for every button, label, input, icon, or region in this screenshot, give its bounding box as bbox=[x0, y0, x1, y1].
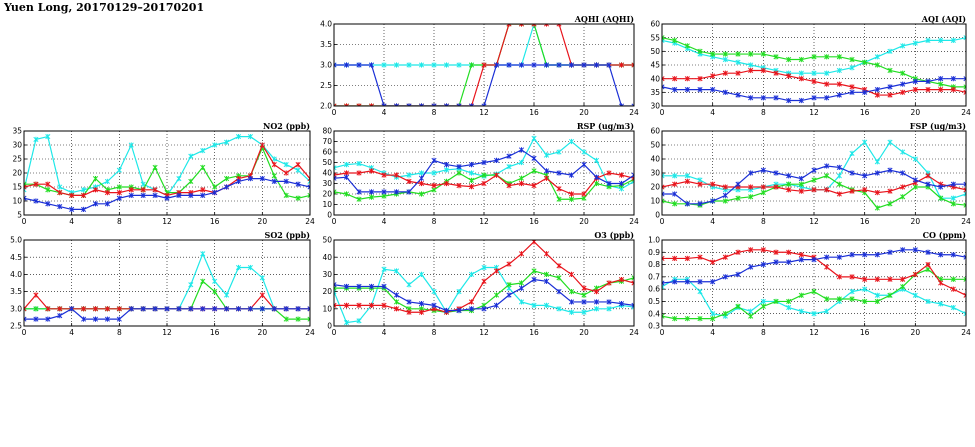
x-tick-label: 8 bbox=[431, 108, 437, 117]
y-tick-label: 30 bbox=[322, 179, 332, 189]
chart-title: O3 (ppb) bbox=[594, 230, 634, 240]
o3-svg bbox=[310, 230, 640, 338]
data-point bbox=[900, 149, 904, 154]
data-point bbox=[272, 173, 276, 178]
data-point bbox=[272, 162, 276, 167]
x-tick-label: 24 bbox=[305, 217, 315, 226]
y-tick-label: 0.4 bbox=[648, 309, 660, 319]
data-point bbox=[594, 158, 598, 163]
y-tick-label: 0 bbox=[655, 210, 660, 220]
y-tick-label: 50 bbox=[650, 46, 660, 56]
y-tick-label: 30 bbox=[322, 270, 332, 279]
y-tick-label: 0.7 bbox=[648, 272, 660, 282]
so2-chart bbox=[0, 230, 316, 338]
y-tick-label: 5 bbox=[17, 210, 22, 220]
x-tick-label: 8 bbox=[760, 217, 766, 226]
data-point bbox=[582, 149, 586, 154]
data-point bbox=[519, 251, 523, 256]
data-point bbox=[507, 261, 511, 266]
data-point bbox=[698, 289, 702, 294]
y-tick-label: 25 bbox=[12, 154, 22, 164]
data-point bbox=[224, 292, 228, 297]
data-point bbox=[407, 282, 411, 287]
y-tick-label: 60 bbox=[322, 147, 332, 157]
y-tick-label: 5.0 bbox=[10, 235, 22, 245]
data-point bbox=[260, 142, 264, 147]
data-point bbox=[557, 263, 561, 268]
y-tick-label: 2.5 bbox=[10, 321, 22, 331]
y-tick-label: 0.5 bbox=[648, 297, 660, 307]
data-point bbox=[685, 43, 689, 48]
y-tick-label: 10 bbox=[650, 196, 660, 206]
y-tick-label: 4.0 bbox=[10, 270, 22, 279]
x-tick-label: 12 bbox=[809, 328, 819, 337]
data-point bbox=[212, 279, 216, 284]
data-point bbox=[284, 162, 288, 167]
y-tick-label: 20 bbox=[322, 287, 332, 297]
aqhi-chart bbox=[310, 14, 640, 118]
data-point bbox=[34, 292, 38, 297]
x-tick-label: 0 bbox=[331, 328, 337, 337]
data-point bbox=[888, 140, 892, 145]
x-tick-label: 8 bbox=[116, 217, 122, 226]
data-point bbox=[201, 251, 205, 256]
data-point bbox=[837, 173, 841, 178]
y-tick-label: 20 bbox=[650, 182, 660, 192]
x-tick-label: 8 bbox=[760, 108, 766, 117]
x-tick-label: 24 bbox=[961, 108, 971, 117]
y-tick-label: 30 bbox=[12, 140, 22, 150]
data-point bbox=[432, 289, 436, 294]
data-point bbox=[58, 184, 62, 189]
y-tick-label: 0.9 bbox=[648, 247, 660, 257]
y-tick-label: 60 bbox=[650, 126, 660, 136]
data-point bbox=[888, 49, 892, 54]
x-tick-label: 20 bbox=[257, 217, 268, 226]
data-point bbox=[569, 272, 573, 277]
x-tick-label: 4 bbox=[69, 217, 75, 226]
x-tick-label: 12 bbox=[479, 217, 489, 226]
x-tick-label: 24 bbox=[305, 328, 315, 337]
o3-chart bbox=[310, 230, 640, 338]
x-tick-label: 4 bbox=[710, 328, 716, 337]
x-tick-label: 12 bbox=[162, 328, 172, 337]
y-tick-label: 30 bbox=[650, 168, 660, 178]
page-title: Yuen Long, 20170129–20170201 bbox=[4, 1, 205, 14]
data-point bbox=[260, 275, 264, 280]
y-tick-label: 55 bbox=[650, 33, 660, 43]
rsp-chart bbox=[310, 121, 640, 227]
y-tick-label: 4.0 bbox=[320, 19, 332, 29]
x-tick-label: 0 bbox=[659, 328, 665, 337]
y-tick-label: 35 bbox=[650, 87, 660, 97]
aqhi-svg bbox=[310, 14, 640, 118]
y-tick-label: 2.5 bbox=[320, 81, 332, 91]
data-point bbox=[189, 282, 193, 287]
x-tick-label: 24 bbox=[629, 328, 639, 337]
y-tick-label: 2.0 bbox=[320, 101, 332, 111]
x-tick-label: 8 bbox=[431, 217, 437, 226]
series-line-cyan bbox=[334, 268, 634, 323]
x-tick-label: 24 bbox=[629, 217, 639, 226]
y-tick-label: 50 bbox=[322, 235, 332, 245]
x-tick-label: 16 bbox=[529, 217, 539, 226]
data-point bbox=[875, 54, 879, 59]
data-point bbox=[723, 193, 727, 198]
data-point bbox=[105, 179, 109, 184]
x-tick-label: 16 bbox=[209, 328, 220, 337]
y-tick-label: 4.5 bbox=[10, 252, 22, 262]
y-tick-label: 0.8 bbox=[648, 260, 660, 270]
data-point bbox=[260, 292, 264, 297]
data-point bbox=[913, 293, 917, 298]
series-group bbox=[660, 140, 968, 211]
data-point bbox=[900, 194, 904, 199]
y-tick-label: 70 bbox=[322, 137, 332, 147]
aqi-svg bbox=[638, 14, 972, 118]
x-tick-label: 8 bbox=[116, 328, 122, 337]
data-point bbox=[272, 156, 276, 161]
data-point bbox=[532, 136, 536, 141]
x-tick-label: 24 bbox=[629, 108, 639, 117]
data-point bbox=[532, 156, 536, 161]
series-group bbox=[332, 21, 636, 108]
data-point bbox=[394, 292, 398, 297]
data-point bbox=[394, 299, 398, 304]
x-tick-label: 16 bbox=[859, 328, 870, 337]
y-tick-label: 1.0 bbox=[648, 235, 660, 245]
x-tick-label: 4 bbox=[69, 328, 75, 337]
data-point bbox=[189, 154, 193, 159]
y-tick-label: 60 bbox=[650, 19, 660, 29]
x-tick-label: 24 bbox=[961, 217, 971, 226]
data-point bbox=[557, 289, 561, 294]
x-tick-label: 20 bbox=[257, 328, 268, 337]
y-tick-label: 15 bbox=[12, 182, 22, 192]
y-tick-label: 3.5 bbox=[320, 40, 332, 50]
data-point bbox=[189, 179, 193, 184]
data-point bbox=[201, 279, 205, 284]
data-point bbox=[875, 159, 879, 164]
data-point bbox=[419, 272, 423, 277]
x-tick-label: 0 bbox=[659, 217, 665, 226]
rsp-svg bbox=[310, 121, 640, 227]
y-tick-label: 0.6 bbox=[648, 284, 660, 294]
data-point bbox=[519, 147, 523, 152]
so2-svg bbox=[0, 230, 316, 338]
x-tick-label: 20 bbox=[579, 328, 589, 337]
y-tick-label: 50 bbox=[322, 158, 332, 168]
data-point bbox=[582, 162, 586, 167]
data-point bbox=[93, 176, 97, 181]
x-tick-label: 20 bbox=[579, 217, 589, 226]
x-tick-label: 4 bbox=[710, 217, 716, 226]
data-point bbox=[494, 292, 498, 297]
chart-title: FSP (ug/m3) bbox=[909, 121, 966, 131]
data-point bbox=[850, 151, 854, 156]
x-tick-label: 8 bbox=[760, 328, 766, 337]
y-tick-label: 50 bbox=[650, 140, 660, 150]
data-point bbox=[837, 182, 841, 187]
y-tick-label: 35 bbox=[12, 126, 22, 136]
y-tick-label: 0.3 bbox=[648, 321, 660, 331]
data-point bbox=[519, 286, 523, 291]
x-tick-label: 20 bbox=[910, 328, 921, 337]
y-tick-label: 20 bbox=[322, 189, 332, 199]
data-point bbox=[913, 156, 917, 161]
data-point bbox=[201, 148, 205, 153]
y-tick-label: 10 bbox=[12, 196, 22, 206]
data-point bbox=[900, 284, 904, 289]
data-point bbox=[938, 280, 942, 285]
y-tick-label: 10 bbox=[322, 304, 332, 314]
chart-title: SO2 (ppb) bbox=[264, 230, 310, 240]
x-tick-label: 4 bbox=[710, 108, 716, 117]
data-point bbox=[177, 176, 181, 181]
co-chart bbox=[638, 230, 972, 338]
data-point bbox=[296, 168, 300, 173]
aqi-chart bbox=[638, 14, 972, 118]
data-point bbox=[951, 287, 955, 292]
y-tick-label: 3.5 bbox=[10, 287, 22, 297]
x-tick-label: 4 bbox=[381, 328, 387, 337]
y-tick-label: 3.0 bbox=[320, 60, 332, 70]
x-tick-label: 24 bbox=[961, 328, 971, 337]
x-tick-label: 20 bbox=[910, 217, 921, 226]
y-tick-label: 45 bbox=[650, 60, 660, 70]
x-tick-label: 0 bbox=[331, 108, 337, 117]
chart-title: NO2 (ppb) bbox=[263, 121, 310, 131]
y-tick-label: 40 bbox=[650, 74, 660, 84]
co-svg bbox=[638, 230, 972, 338]
x-tick-label: 0 bbox=[659, 108, 665, 117]
y-tick-label: 40 bbox=[322, 252, 332, 262]
x-tick-label: 12 bbox=[479, 328, 489, 337]
data-point bbox=[824, 264, 828, 269]
data-point bbox=[544, 251, 548, 256]
x-tick-label: 0 bbox=[331, 217, 337, 226]
y-tick-label: 0 bbox=[327, 321, 332, 331]
no2-svg bbox=[0, 121, 316, 227]
x-tick-label: 8 bbox=[431, 328, 437, 337]
y-tick-label: 20 bbox=[12, 168, 22, 178]
no2-chart bbox=[0, 121, 316, 227]
x-tick-label: 0 bbox=[21, 217, 27, 226]
y-tick-label: 0 bbox=[327, 210, 332, 220]
data-point bbox=[117, 168, 121, 173]
y-tick-label: 30 bbox=[650, 101, 660, 111]
x-tick-label: 0 bbox=[21, 328, 27, 337]
x-tick-label: 16 bbox=[529, 328, 539, 337]
x-tick-label: 20 bbox=[579, 108, 589, 117]
data-point bbox=[153, 165, 157, 170]
data-point bbox=[482, 279, 486, 284]
data-point bbox=[862, 140, 866, 145]
chart-title: RSP (ug/m3) bbox=[576, 121, 634, 131]
series-line-cyan bbox=[24, 137, 310, 196]
x-tick-label: 20 bbox=[910, 108, 921, 117]
data-point bbox=[419, 176, 423, 181]
data-point bbox=[201, 165, 205, 170]
chart-title: CO (ppm) bbox=[922, 230, 966, 240]
fsp-chart bbox=[638, 121, 972, 227]
x-tick-label: 12 bbox=[809, 217, 819, 226]
x-tick-label: 16 bbox=[859, 108, 870, 117]
x-tick-label: 16 bbox=[859, 217, 870, 226]
data-point bbox=[469, 299, 473, 304]
series-group bbox=[660, 247, 968, 321]
data-point bbox=[569, 139, 573, 144]
y-tick-label: 3.0 bbox=[10, 304, 22, 314]
data-point bbox=[507, 292, 511, 297]
x-tick-label: 12 bbox=[162, 217, 172, 226]
y-tick-label: 40 bbox=[322, 168, 332, 178]
chart-title: AQHI (AQHI) bbox=[574, 14, 634, 24]
data-point bbox=[736, 182, 740, 187]
x-tick-label: 12 bbox=[809, 108, 819, 117]
x-tick-label: 16 bbox=[209, 217, 220, 226]
x-tick-label: 16 bbox=[529, 108, 539, 117]
data-point bbox=[284, 170, 288, 175]
chart-title: AQI (AQI) bbox=[921, 14, 966, 24]
x-tick-label: 4 bbox=[381, 217, 387, 226]
x-tick-label: 12 bbox=[479, 108, 489, 117]
x-tick-label: 4 bbox=[381, 108, 387, 117]
fsp-svg bbox=[638, 121, 972, 227]
y-tick-label: 80 bbox=[322, 126, 332, 136]
y-tick-label: 10 bbox=[322, 200, 332, 210]
data-point bbox=[748, 314, 752, 319]
y-tick-label: 40 bbox=[650, 154, 660, 164]
data-point bbox=[296, 162, 300, 167]
